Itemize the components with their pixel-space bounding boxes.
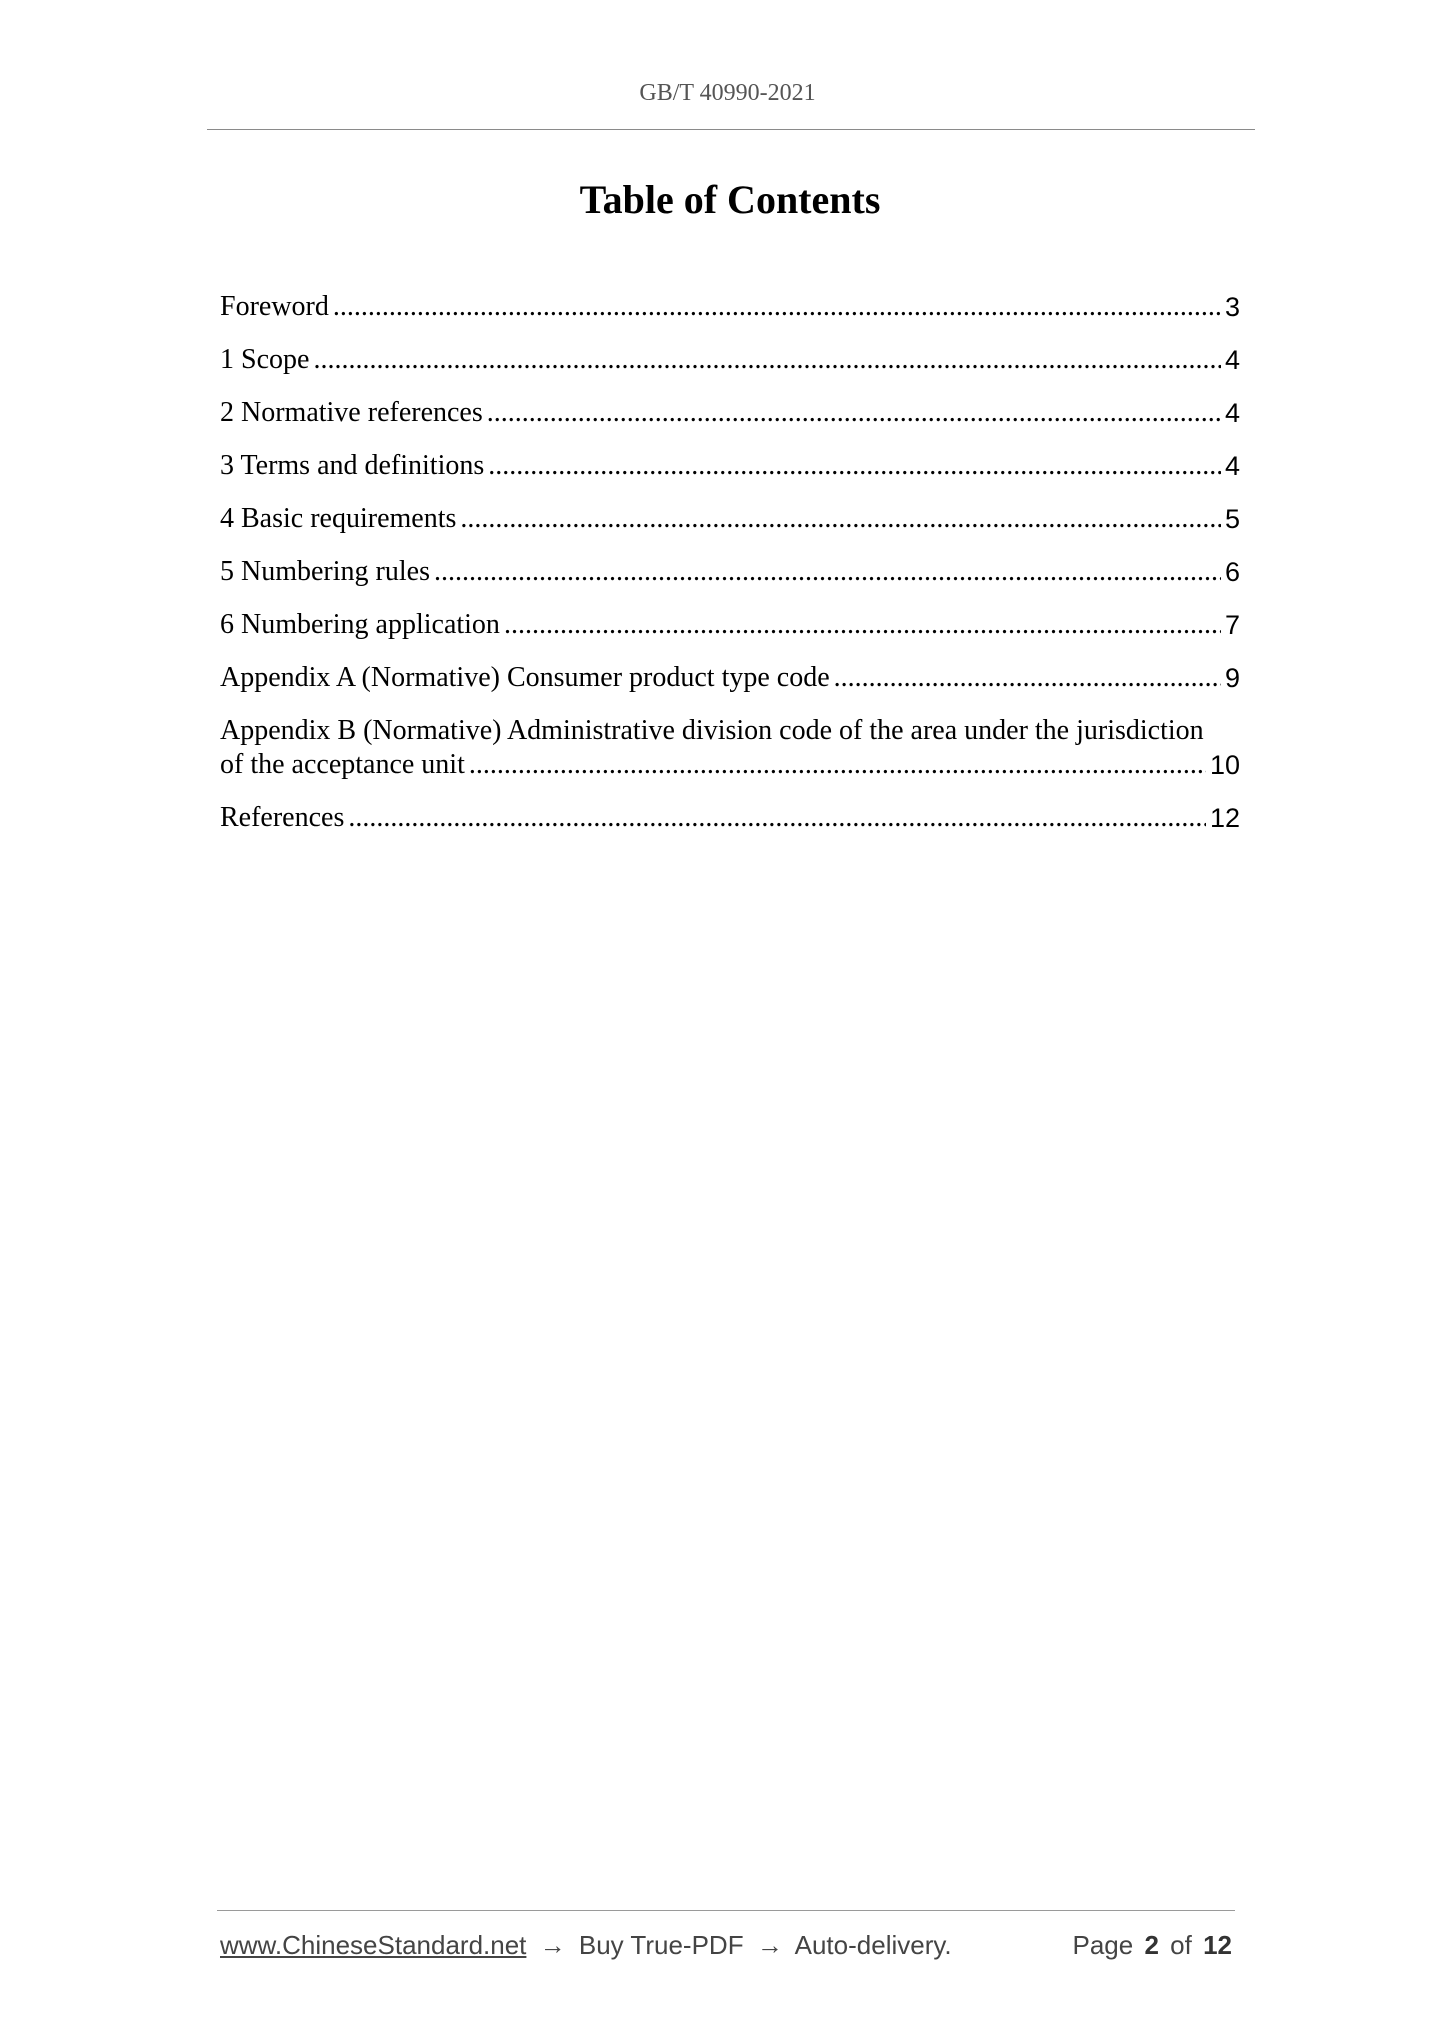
toc-page-number: 6 (1224, 557, 1240, 587)
dot-leader (504, 608, 1221, 642)
page-indicator (1068, 1930, 1232, 1961)
toc-entry-label: 2 Normative references (220, 397, 483, 428)
toc-entry-label: 3 Terms and definitions (220, 450, 485, 481)
dot-leader (313, 343, 1221, 377)
toc-entry-label-line2: of the acceptance unit (220, 749, 465, 780)
header-divider (207, 129, 1255, 130)
dot-leader (348, 801, 1206, 835)
toc-entry-label: 1 Scope (220, 344, 310, 375)
delivery-text: Auto-delivery. (794, 1930, 952, 1960)
website-link[interactable]: www.ChineseStandard.net (220, 1930, 527, 1960)
toc-entry-label: 4 Basic requirements (220, 503, 457, 534)
toc-entry-appendix-b[interactable] (220, 714, 1240, 782)
total-page-number: 12 (1203, 1930, 1232, 1960)
of-word: of (1170, 1930, 1192, 1960)
dot-leader (434, 555, 1221, 589)
toc-page-number: 3 (1224, 292, 1240, 322)
toc-entry-label: References (220, 802, 345, 833)
toc-entry-numbering-application[interactable] (220, 608, 1240, 642)
toc-entry-label: 6 Numbering application (220, 609, 500, 640)
page-title: Table of Contents (579, 177, 881, 222)
toc-entry-appendix-a[interactable] (220, 661, 1240, 695)
toc-page-number: 9 (1224, 663, 1240, 693)
toc-entry-basic-requirements[interactable] (220, 502, 1240, 536)
toc-entry-label: Foreword (220, 291, 329, 322)
toc-entry-normative-references[interactable] (220, 396, 1240, 430)
arrow-right-icon: → (756, 1930, 783, 1960)
toc-entry-scope[interactable] (220, 343, 1240, 377)
dot-leader (333, 290, 1221, 324)
toc-page-number: 4 (1224, 451, 1240, 481)
toc-page-number: 4 (1224, 398, 1240, 428)
dot-leader (834, 661, 1221, 695)
page-word: Page (1072, 1930, 1134, 1960)
dot-leader (460, 502, 1221, 536)
buy-text: Buy True-PDF (578, 1930, 744, 1960)
footer-divider (217, 1910, 1235, 1911)
document-code-header: GB/T 40990-2021 (639, 80, 816, 106)
toc-entry-label: 5 Numbering rules (220, 556, 430, 587)
dot-leader (488, 449, 1221, 483)
arrow-right-icon: → (539, 1930, 566, 1960)
toc-entry-label: Appendix A (Normative) Consumer product type code (220, 662, 830, 693)
current-page-number: 2 (1144, 1930, 1159, 1960)
toc-page-number: 12 (1209, 803, 1240, 833)
toc-entry-terms-definitions[interactable] (220, 449, 1240, 483)
page-footer (220, 1930, 1232, 1961)
toc-entry-numbering-rules[interactable] (220, 555, 1240, 589)
toc-page-number: 7 (1224, 610, 1240, 640)
toc-entry-label-line1: Appendix B (Normative) Administrative division code of the area under the jurisdiction (220, 715, 1204, 746)
toc-page-number: 10 (1209, 750, 1240, 780)
toc-entry-references[interactable] (220, 801, 1240, 835)
dot-leader (469, 748, 1206, 782)
footer-promo (220, 1930, 952, 1961)
toc-page-number: 4 (1224, 345, 1240, 375)
dot-leader (487, 396, 1221, 430)
toc-page-number: 5 (1224, 504, 1240, 534)
toc-entry-foreword[interactable] (220, 290, 1240, 324)
table-of-contents (220, 290, 1240, 854)
